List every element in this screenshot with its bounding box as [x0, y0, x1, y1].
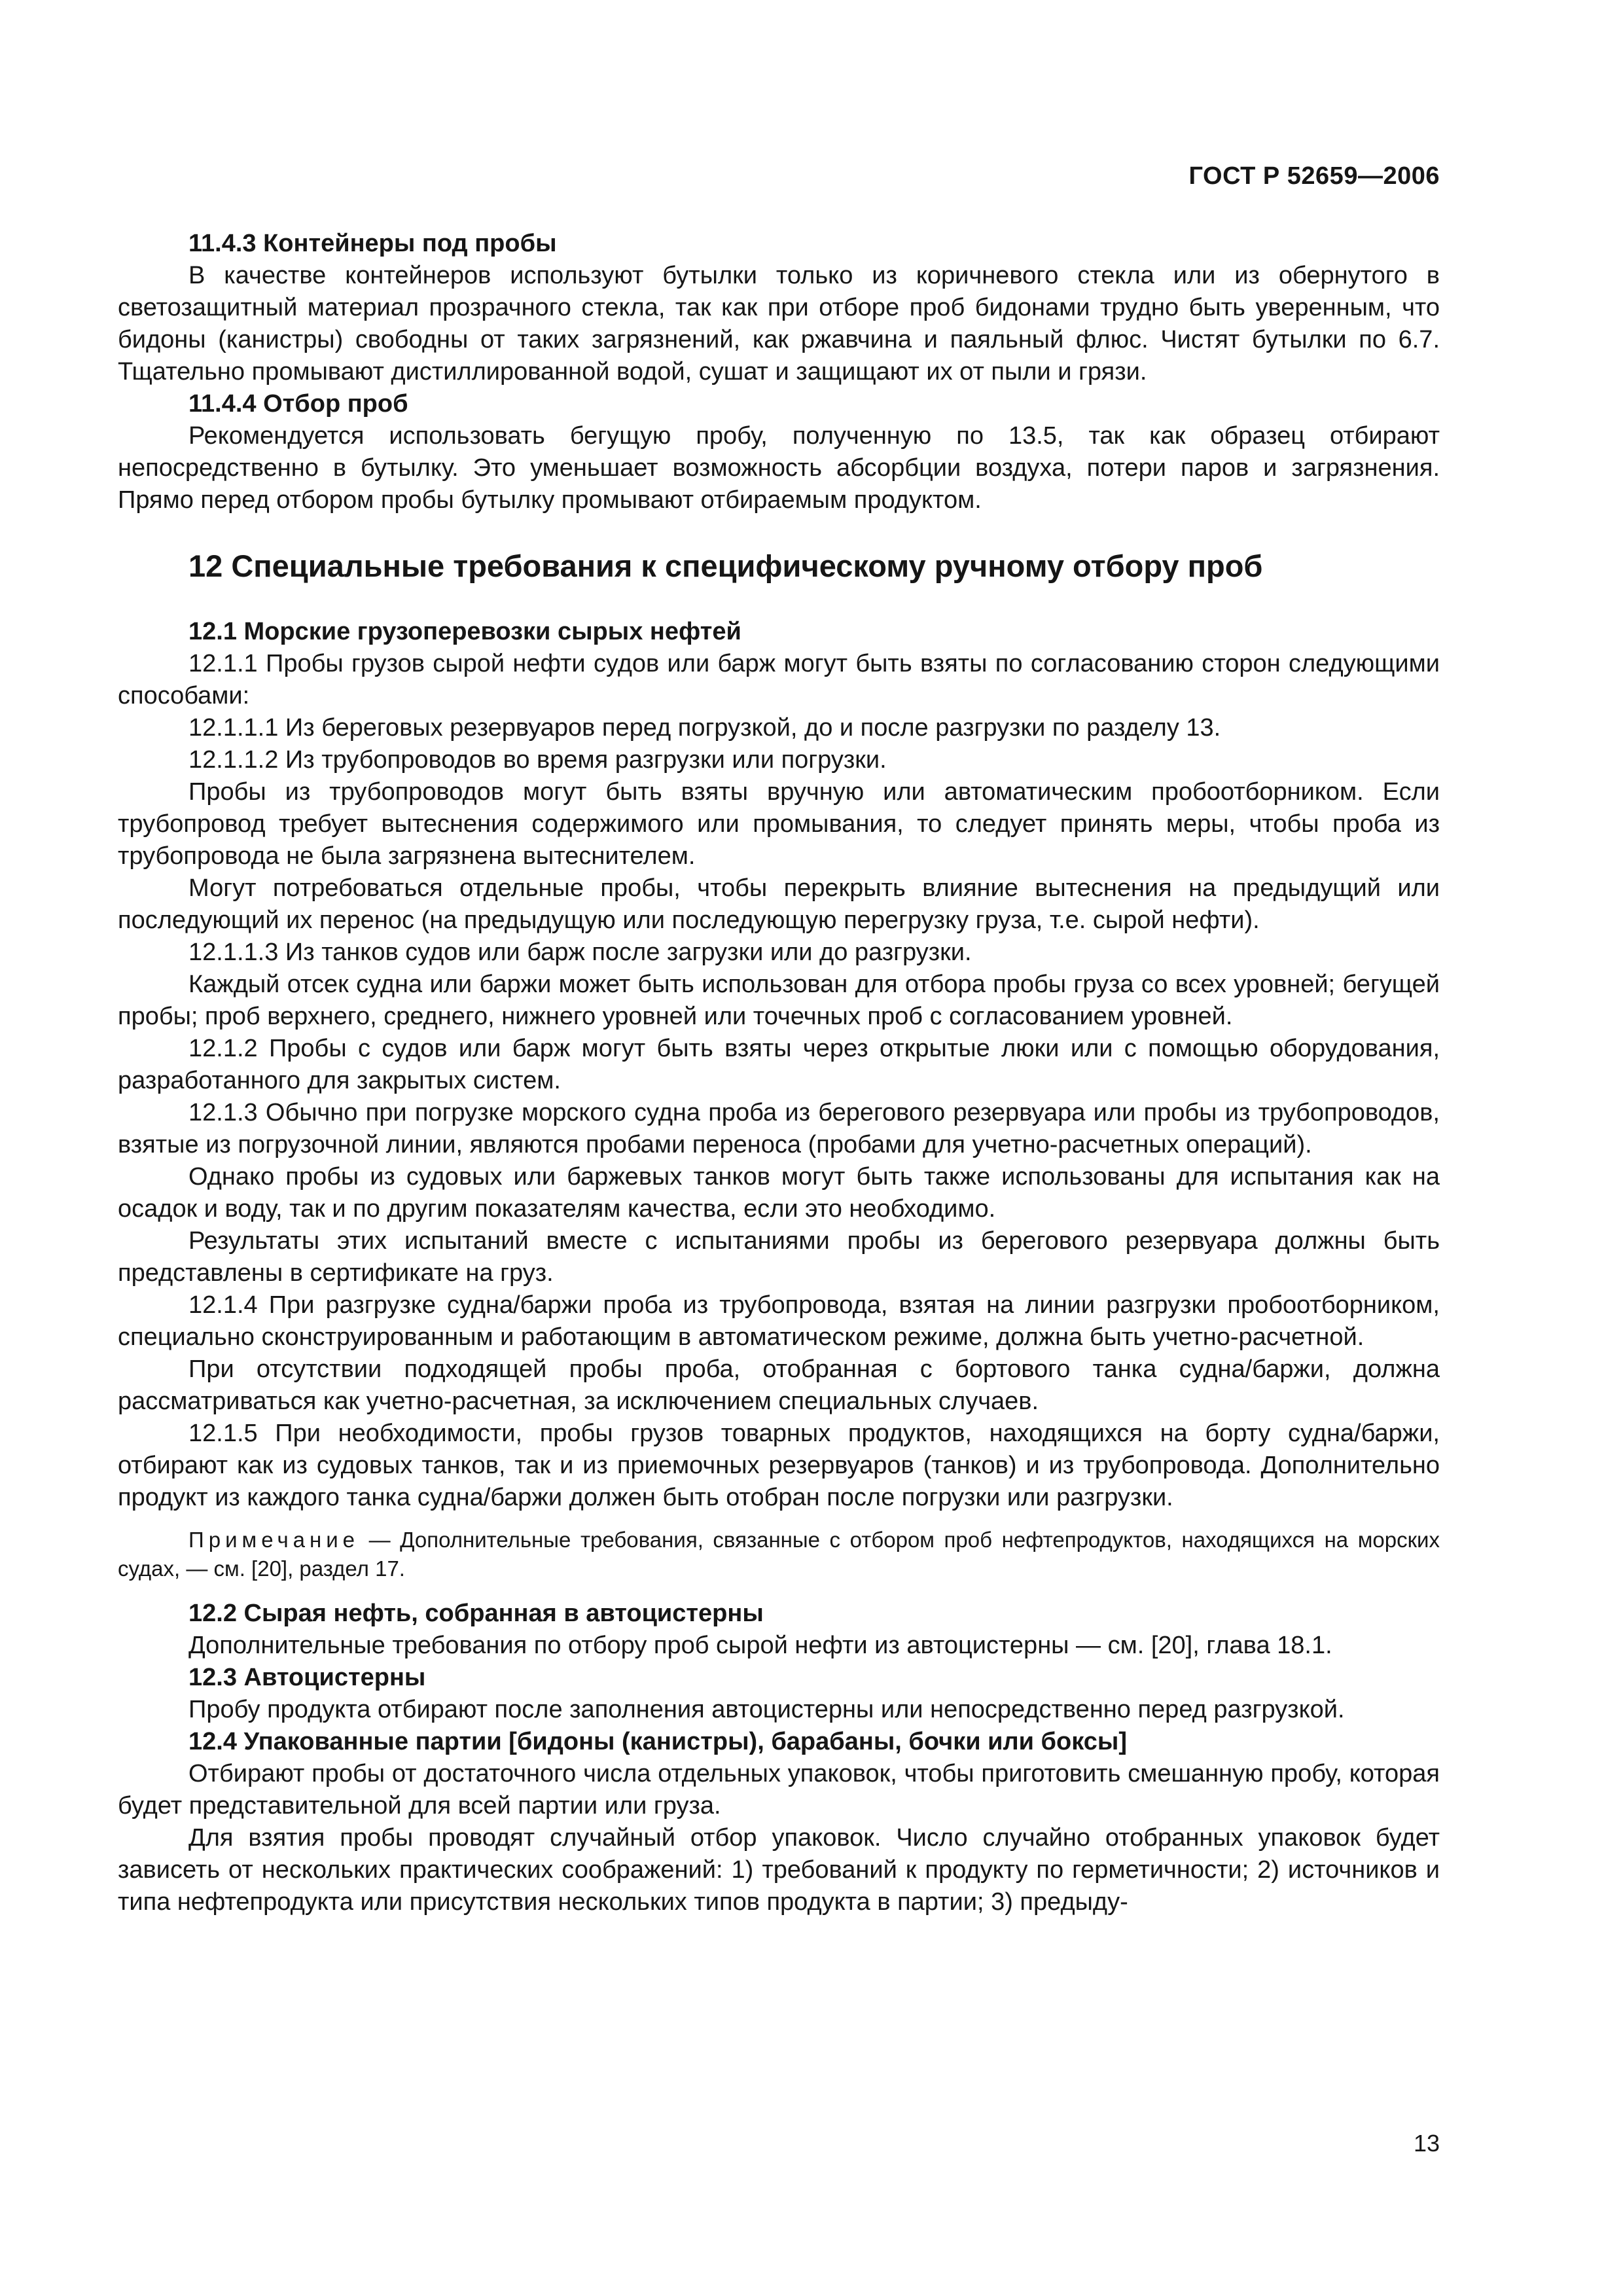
para-12-1-4: 12.1.4 При разгрузке судна/баржи проба из трубопровода, взятая на линии разгрузки пробоотборником, специально сконструированным и работающим в автоматическом режиме, должна быть учетно-расчетной.	[118, 1291, 1440, 1351]
para-no-suitable-sample: При отсутствии подходящей пробы проба, отобранная с бортового танка судна/баржи, должна рассматриваться как учетно-расчетная, за исключением специальных случаев.	[118, 1355, 1440, 1415]
para-12-1-1: 12.1.1 Пробы грузов сырой нефти судов или барж могут быть взяты по согласованию сторон следующими способами:	[118, 650, 1440, 709]
para-12-2: Дополнительные требования по отбору проб сырой нефти из автоцистерны — см. [20], глава 18.1.	[188, 1632, 1332, 1659]
section-12-title: 12 Специальные требования к специфическому ручному отбору проб	[188, 548, 1263, 583]
heading-12-3: 12.3 Автоцистерны	[188, 1664, 426, 1691]
para-12-4-random: Для взятия пробы проводят случайный отбор упаковок. Число случайно отобранных упаковок будет зависеть от нескольких практических соображений: 1) требований к продукту по герметичности; 2) источников и типа нефтепродукта или присутствия нескольких типов продукта в партии; 3) предыду-	[118, 1824, 1440, 1916]
heading-12-1: 12.1 Морские грузоперевозки сырых нефтей	[188, 618, 741, 645]
heading-11-4-4: 11.4.4 Отбор проб	[188, 390, 408, 418]
note-marine	[118, 1526, 1440, 1583]
body-text	[118, 228, 1440, 1918]
note-text: — Дополнительные требования, связанные с отбором проб нефтепродуктов, находящихся на морских судах, — см. [20], раздел 17.	[118, 1528, 1440, 1581]
heading-12-2: 12.2 Сырая нефть, собранная в автоцистерны	[188, 1600, 764, 1627]
para-11-4-3-containers: В качестве контейнеров используют бутылки только из коричневого стекла или из обернутого в светозащитный материал прозрачного стекла, так как при отборе проб бидонами трудно быть уверенным, что бидоны (канистры) свободны от таких загрязнений, как ржавчина и паяльный флюс. Чистят бутылки по 6.7. Тщательно промывают дистиллированной водой, сушат и защищают их от пыли и грязи.	[118, 262, 1440, 386]
para-12-1-1-2: 12.1.1.2 Из трубопроводов во время разгрузки или погрузки.	[188, 746, 887, 774]
para-12-1-1-3: 12.1.1.3 Из танков судов или барж после загрузки или до разгрузки.	[188, 939, 972, 966]
para-12-3: Пробу продукта отбирают после заполнения автоцистерны или непосредственно перед разгрузкой.	[188, 1696, 1345, 1723]
heading-11-4-3: 11.4.3 Контейнеры под пробы	[188, 230, 557, 257]
para-12-1-5: 12.1.5 При необходимости, пробы грузов товарных продуктов, находящихся на борту судна/баржи, отбирают как из судовых танков, так и из приемочных резервуаров (танков) и из трубопровода. Дополнительно продукт из каждого танка судна/баржи должен быть отобран после погрузки или разгрузки.	[118, 1420, 1440, 1511]
para-separate-samples: Могут потребоваться отдельные пробы, чтобы перекрыть влияние вытеснения на предыдущий или последующий их перенос (на предыдущую или последующую перегрузку груза, т.е. сырой нефти).	[118, 874, 1440, 934]
para-pipeline-samples: Пробы из трубопроводов могут быть взяты вручную или автоматическим пробоотборником. Если трубопровод требует вытеснения содержимого или промывания, то следует принять меры, чтобы проба из трубопровода не была загрязнена вытеснителем.	[118, 778, 1440, 870]
heading-12-4: 12.4 Упакованные партии [бидоны (канистры), барабаны, бочки или боксы]	[188, 1728, 1127, 1755]
para-12-4-packages: Отбирают пробы от достаточного числа отдельных упаковок, чтобы приготовить смешанную пробу, которая будет представительной для всей партии или груза.	[118, 1760, 1440, 1820]
page-number: 13	[1413, 2130, 1440, 2157]
para-ship-tanks: Однако пробы из судовых или баржевых танков могут быть также использованы для испытания как на осадок и воду, так и по другим показателям качества, если это необходимо.	[118, 1163, 1440, 1223]
para-test-results: Результаты этих испытаний вместе с испытаниями пробы из берегового резервуара должны быть представлены в сертификате на груз.	[118, 1227, 1440, 1287]
para-12-1-3: 12.1.3 Обычно при погрузке морского судна проба из берегового резервуара или пробы из трубопроводов, взятые из погрузочной линии, являются пробами переноса (пробами для учетно-расчетных операций).	[118, 1099, 1440, 1158]
para-12-1-1-1: 12.1.1.1 Из береговых резервуаров перед погрузкой, до и после разгрузки по разделу 13.	[188, 714, 1221, 742]
para-12-1-2: 12.1.2 Пробы с судов или барж могут быть взяты через открытые люки или с помощью оборудования, разработанного для закрытых систем.	[118, 1035, 1440, 1094]
running-header-doc-id: ГОСТ Р 52659—2006	[1188, 162, 1440, 190]
note-label: Примечание	[188, 1528, 360, 1552]
para-compartments: Каждый отсек судна или баржи может быть использован для отбора пробы груза со всех уровней; бегущей пробы; проб верхнего, среднего, нижнего уровней или точечных проб с согласованием уровней.	[118, 971, 1440, 1030]
para-11-4-4-sampling: Рекомендуется использовать бегущую пробу, полученную по 13.5, так как образец отбирают непосредственно в бутылку. Это уменьшает возможность абсорбции воздуха, потери паров и загрязнения. Прямо перед отбором пробы бутылку промывают отбираемым продуктом.	[118, 422, 1440, 514]
